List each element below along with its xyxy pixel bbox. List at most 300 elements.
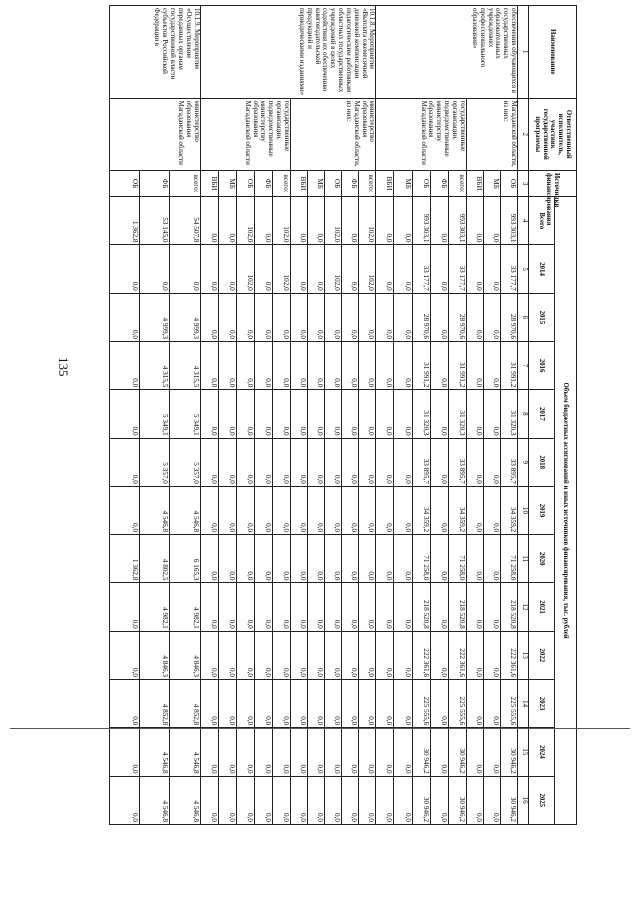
amount-cell: 0,0 <box>466 438 483 486</box>
amount-cell: 31 320,3 <box>500 390 517 438</box>
column-index-cell: 16 <box>518 776 529 824</box>
amount-cell: 0,0 <box>342 728 359 776</box>
table-row <box>448 6 466 825</box>
amount-cell: 0,0 <box>376 197 394 245</box>
amount-cell: 0,0 <box>325 438 342 486</box>
amount-cell: 0,0 <box>218 342 236 390</box>
column-index-cell: 10 <box>518 486 529 534</box>
amount-cell: 33 895,7 <box>412 438 430 486</box>
column-index-cell: 9 <box>518 438 529 486</box>
amount-cell: 102,0 <box>359 245 376 293</box>
amount-cell: 0,0 <box>359 776 376 824</box>
table-body <box>110 6 529 825</box>
amount-cell: 0,0 <box>308 679 325 727</box>
amount-cell: 4 982,1 <box>170 583 200 631</box>
amount-cell: 0,0 <box>394 197 412 245</box>
amount-cell: 0,0 <box>200 438 218 486</box>
amount-cell: 0,0 <box>394 293 412 341</box>
amount-cell: 0,0 <box>325 390 342 438</box>
amount-cell: 0,0 <box>218 197 236 245</box>
amount-cell: 0,0 <box>272 535 290 583</box>
amount-cell: 0,0 <box>218 583 236 631</box>
amount-cell: 0,0 <box>325 342 342 390</box>
amount-cell: 4 982,1 <box>140 583 170 631</box>
amount-cell: 0,0 <box>236 631 254 679</box>
header-source: Источники финансирования <box>529 171 577 197</box>
amount-cell: 222 361,6 <box>500 631 517 679</box>
header-year-2016: 2016 <box>529 342 555 390</box>
amount-cell: 30 946,2 <box>412 728 430 776</box>
amount-cell: 0,0 <box>430 245 448 293</box>
table-rotation-inner <box>109 5 577 825</box>
responsible-executor: министерство образования Магаданской области <box>110 98 201 170</box>
table-row <box>359 6 376 825</box>
amount-cell: 0,0 <box>200 535 218 583</box>
amount-cell: 0,0 <box>325 631 342 679</box>
amount-cell: 0,0 <box>342 486 359 534</box>
funding-source: ВБИ <box>466 171 483 197</box>
amount-cell: 0,0 <box>466 293 483 341</box>
table-header <box>529 6 577 825</box>
amount-cell: 0,0 <box>272 631 290 679</box>
funding-source: ФБ <box>254 171 272 197</box>
amount-cell: 4 315,5 <box>170 342 200 390</box>
amount-cell: 4 852,8 <box>170 679 200 727</box>
column-index-cell: 5 <box>518 245 529 293</box>
amount-cell: 31 320,3 <box>412 390 430 438</box>
amount-cell: 0,0 <box>483 293 500 341</box>
amount-cell: 102,0 <box>236 245 254 293</box>
amount-cell: 0,0 <box>290 486 307 534</box>
amount-cell: 0,0 <box>236 342 254 390</box>
amount-cell: 28 970,6 <box>448 293 466 341</box>
amount-cell: 0,0 <box>394 535 412 583</box>
amount-cell: 0,0 <box>394 245 412 293</box>
amount-cell: 0,0 <box>272 728 290 776</box>
amount-cell: 0,0 <box>254 197 272 245</box>
amount-cell: 4 802,5 <box>140 535 170 583</box>
amount-cell: 0,0 <box>290 679 307 727</box>
header-year-2015: 2015 <box>529 293 555 341</box>
amount-cell: 0,0 <box>394 438 412 486</box>
amount-cell: 0,0 <box>218 728 236 776</box>
header-year-2019: 2019 <box>529 486 555 534</box>
amount-cell: 0,0 <box>325 728 342 776</box>
amount-cell: 0,0 <box>394 342 412 390</box>
amount-cell: 4 546,8 <box>170 486 200 534</box>
header-year-2023: 2023 <box>529 679 555 727</box>
amount-cell: 102,0 <box>272 197 290 245</box>
amount-cell: 4 315,5 <box>140 342 170 390</box>
amount-cell: 0,0 <box>430 679 448 727</box>
amount-cell: 0,0 <box>308 535 325 583</box>
amount-cell: 0,0 <box>110 728 140 776</box>
funding-source: МБ <box>218 171 236 197</box>
amount-cell: 0,0 <box>110 583 140 631</box>
column-index-cell: 6 <box>518 293 529 341</box>
funding-source: ОБ <box>110 171 140 197</box>
column-index-cell: 3 <box>518 171 529 197</box>
amount-cell: 0,0 <box>308 197 325 245</box>
amount-cell: 0,0 <box>110 293 140 341</box>
amount-cell: 0,0 <box>359 583 376 631</box>
amount-cell: 4 846,3 <box>140 631 170 679</box>
amount-cell: 0,0 <box>466 245 483 293</box>
amount-cell: 0,0 <box>483 679 500 727</box>
responsible-executor: министерство образования Магаданской области, из них: <box>290 98 375 170</box>
amount-cell: 0,0 <box>430 631 448 679</box>
amount-cell: 0,0 <box>236 486 254 534</box>
amount-cell: 0,0 <box>308 776 325 824</box>
funding-source: МБ <box>394 171 412 197</box>
amount-cell: 0,0 <box>376 245 394 293</box>
amount-cell: 0,0 <box>359 486 376 534</box>
funding-source: всего: <box>359 171 376 197</box>
amount-cell: 0,0 <box>308 293 325 341</box>
amount-cell: 0,0 <box>376 728 394 776</box>
column-index-cell: 8 <box>518 390 529 438</box>
amount-cell: 0,0 <box>200 486 218 534</box>
amount-cell: 28 970,6 <box>500 293 517 341</box>
amount-cell: 71 258,0 <box>500 535 517 583</box>
amount-cell: 0,0 <box>200 679 218 727</box>
amount-cell: 225 555,6 <box>412 679 430 727</box>
amount-cell: 0,0 <box>290 583 307 631</box>
responsible-executor: Магаданской области, из них: <box>466 98 517 170</box>
amount-cell: 0,0 <box>394 776 412 824</box>
amount-cell: 0,0 <box>483 438 500 486</box>
amount-cell: 0,0 <box>272 776 290 824</box>
amount-cell: 0,0 <box>236 776 254 824</box>
amount-cell: 0,0 <box>342 438 359 486</box>
amount-cell: 0,0 <box>359 679 376 727</box>
amount-cell: 0,0 <box>342 342 359 390</box>
activity-name: 10.1.9. Мероприятие «Осуществление переданных органам государственной власти субъектов Российской Федерации в <box>110 6 201 99</box>
amount-cell: 0,0 <box>272 583 290 631</box>
amount-cell: 102,0 <box>325 197 342 245</box>
amount-cell: 0,0 <box>236 438 254 486</box>
column-index-cell: 11 <box>518 535 529 583</box>
amount-cell: 0,0 <box>236 535 254 583</box>
amount-cell: 0,0 <box>290 631 307 679</box>
amount-cell: 0,0 <box>200 197 218 245</box>
amount-cell: 0,0 <box>376 342 394 390</box>
amount-cell: 5 357,0 <box>170 438 200 486</box>
amount-cell: 0,0 <box>308 245 325 293</box>
amount-cell: 0,0 <box>466 679 483 727</box>
amount-cell: 4 999,3 <box>140 293 170 341</box>
amount-cell: 0,0 <box>376 486 394 534</box>
amount-cell: 0,0 <box>430 486 448 534</box>
funding-source: всего: <box>170 171 200 197</box>
budget-table <box>109 5 577 825</box>
amount-cell: 0,0 <box>218 631 236 679</box>
amount-cell: 0,0 <box>200 583 218 631</box>
amount-cell: 5 357,0 <box>140 438 170 486</box>
amount-cell: 0,0 <box>290 390 307 438</box>
column-index-cell: 4 <box>518 197 529 245</box>
amount-cell: 0,0 <box>218 245 236 293</box>
amount-cell: 0,0 <box>218 535 236 583</box>
amount-cell: 0,0 <box>254 342 272 390</box>
amount-cell: 0,0 <box>394 390 412 438</box>
amount-cell: 0,0 <box>254 293 272 341</box>
amount-cell: 0,0 <box>308 631 325 679</box>
amount-cell: 993 303,1 <box>448 197 466 245</box>
amount-cell: 0,0 <box>394 583 412 631</box>
funding-source: МБ <box>483 171 500 197</box>
amount-cell: 0,0 <box>430 583 448 631</box>
amount-cell: 0,0 <box>254 438 272 486</box>
column-index-cell: 12 <box>518 583 529 631</box>
amount-cell: 33 895,7 <box>500 438 517 486</box>
amount-cell: 0,0 <box>218 390 236 438</box>
amount-cell: 0,0 <box>359 342 376 390</box>
amount-cell: 0,0 <box>342 776 359 824</box>
amount-cell: 0,0 <box>110 342 140 390</box>
amount-cell: 31 991,2 <box>500 342 517 390</box>
amount-cell: 4 546,8 <box>170 776 200 824</box>
amount-cell: 54 507,8 <box>170 197 200 245</box>
amount-cell: 31 991,2 <box>412 342 430 390</box>
column-index-row <box>518 6 529 825</box>
amount-cell: 0,0 <box>394 679 412 727</box>
amount-cell: 0,0 <box>110 438 140 486</box>
amount-cell: 102,0 <box>236 197 254 245</box>
amount-cell: 31 320,3 <box>448 390 466 438</box>
amount-cell: 0,0 <box>325 679 342 727</box>
header-year-2021: 2021 <box>529 583 555 631</box>
amount-cell: 0,0 <box>254 583 272 631</box>
amount-cell: 1 362,8 <box>110 535 140 583</box>
amount-cell: 0,0 <box>466 197 483 245</box>
column-index-cell: 13 <box>518 631 529 679</box>
amount-cell: 0,0 <box>430 293 448 341</box>
column-index-cell: 15 <box>518 728 529 776</box>
amount-cell: 0,0 <box>394 631 412 679</box>
amount-cell: 0,0 <box>200 342 218 390</box>
column-index-cell: 7 <box>518 342 529 390</box>
amount-cell: 0,0 <box>466 728 483 776</box>
amount-cell: 0,0 <box>376 390 394 438</box>
amount-cell: 0,0 <box>272 486 290 534</box>
activity-name: обеспечения обучающихся в государственных образовательных учреждениях профессионального образования» <box>376 6 518 99</box>
funding-source: МБ <box>308 171 325 197</box>
amount-cell: 0,0 <box>359 390 376 438</box>
amount-cell: 0,0 <box>466 342 483 390</box>
amount-cell: 0,0 <box>483 245 500 293</box>
amount-cell: 0,0 <box>359 293 376 341</box>
amount-cell: 0,0 <box>290 293 307 341</box>
amount-cell: 4 546,8 <box>140 776 170 824</box>
activity-name: 10.1.8. Мероприятие «Выплата ежемесячной денежной компенсации педагогическим работникам областных государственных учреждений в целях содействия их обеспечению книгоиздательской продукцией и периодическими изданиями» <box>200 6 376 99</box>
funding-source: ОБ <box>325 171 342 197</box>
amount-cell: 0,0 <box>466 535 483 583</box>
amount-cell: 0,0 <box>466 776 483 824</box>
responsible-executor: государственные организации, подведомственные министерству образования Магаданской области <box>376 98 466 170</box>
header-name: Наименование <box>529 6 577 99</box>
amount-cell: 0,0 <box>342 631 359 679</box>
amount-cell: 0,0 <box>483 728 500 776</box>
amount-cell: 71 258,0 <box>412 535 430 583</box>
amount-cell: 6 165,3 <box>170 535 200 583</box>
amount-cell: 0,0 <box>325 535 342 583</box>
amount-cell: 0,0 <box>254 728 272 776</box>
amount-cell: 0,0 <box>359 535 376 583</box>
amount-cell: 0,0 <box>308 342 325 390</box>
amount-cell: 0,0 <box>272 438 290 486</box>
amount-cell: 225 555,6 <box>448 679 466 727</box>
amount-cell: 0,0 <box>236 293 254 341</box>
header-year-2014: 2014 <box>529 245 555 293</box>
amount-cell: 4 546,8 <box>140 486 170 534</box>
amount-cell: 222 361,6 <box>412 631 430 679</box>
amount-cell: 0,0 <box>110 245 140 293</box>
header-year-2020: 2020 <box>529 535 555 583</box>
amount-cell: 0,0 <box>254 776 272 824</box>
amount-cell: 0,0 <box>218 293 236 341</box>
amount-cell: 4 546,8 <box>170 728 200 776</box>
amount-cell: 0,0 <box>236 728 254 776</box>
amount-cell: 0,0 <box>342 293 359 341</box>
amount-cell: 0,0 <box>254 535 272 583</box>
amount-cell: 33 895,7 <box>448 438 466 486</box>
amount-cell: 0,0 <box>376 583 394 631</box>
amount-cell: 0,0 <box>110 486 140 534</box>
amount-cell: 0,0 <box>290 776 307 824</box>
amount-cell: 0,0 <box>359 631 376 679</box>
amount-cell: 34 359,2 <box>412 486 430 534</box>
amount-cell: 33 177,7 <box>500 245 517 293</box>
bottom-rule <box>10 728 630 729</box>
amount-cell: 0,0 <box>200 631 218 679</box>
amount-cell: 71 258,0 <box>448 535 466 583</box>
funding-source: ОБ <box>236 171 254 197</box>
amount-cell: 0,0 <box>342 535 359 583</box>
amount-cell: 28 970,6 <box>412 293 430 341</box>
amount-cell: 0,0 <box>325 583 342 631</box>
amount-cell: 0,0 <box>236 679 254 727</box>
amount-cell: 0,0 <box>254 679 272 727</box>
funding-source: ФБ <box>342 171 359 197</box>
funding-source: всего: <box>272 171 290 197</box>
amount-cell: 0,0 <box>359 438 376 486</box>
amount-cell: 0,0 <box>342 245 359 293</box>
amount-cell: 218 520,8 <box>412 583 430 631</box>
amount-cell: 34 359,2 <box>448 486 466 534</box>
amount-cell: 0,0 <box>483 390 500 438</box>
amount-cell: 0,0 <box>342 390 359 438</box>
amount-cell: 993 303,1 <box>412 197 430 245</box>
amount-cell: 0,0 <box>376 776 394 824</box>
funding-source: ОБ <box>500 171 517 197</box>
amount-cell: 0,0 <box>272 293 290 341</box>
amount-cell: 993 303,1 <box>500 197 517 245</box>
amount-cell: 30 946,2 <box>500 776 517 824</box>
amount-cell: 0,0 <box>483 342 500 390</box>
amount-cell: 0,0 <box>308 438 325 486</box>
amount-cell: 0,0 <box>308 390 325 438</box>
funding-source: всего: <box>448 171 466 197</box>
amount-cell: 0,0 <box>430 535 448 583</box>
page-number: 135 <box>56 357 71 377</box>
amount-cell: 0,0 <box>110 631 140 679</box>
amount-cell: 0,0 <box>272 679 290 727</box>
amount-cell: 218 520,8 <box>448 583 466 631</box>
amount-cell: 0,0 <box>290 197 307 245</box>
amount-cell: 0,0 <box>483 583 500 631</box>
amount-cell: 0,0 <box>254 245 272 293</box>
amount-cell: 0,0 <box>200 293 218 341</box>
amount-cell: 4 546,8 <box>140 728 170 776</box>
amount-cell: 30 946,2 <box>412 776 430 824</box>
header-year-2022: 2022 <box>529 631 555 679</box>
amount-cell: 0,0 <box>430 776 448 824</box>
amount-cell: 0,0 <box>218 438 236 486</box>
amount-cell: 0,0 <box>290 728 307 776</box>
table-rotation-frame <box>109 5 577 825</box>
amount-cell: 33 177,7 <box>412 245 430 293</box>
amount-cell: 0,0 <box>236 583 254 631</box>
amount-cell: 30 946,2 <box>448 776 466 824</box>
amount-cell: 0,0 <box>342 583 359 631</box>
amount-cell: 0,0 <box>394 728 412 776</box>
amount-cell: 102,0 <box>272 245 290 293</box>
amount-cell: 0,0 <box>308 486 325 534</box>
amount-cell: 0,0 <box>236 390 254 438</box>
amount-cell: 53 145,0 <box>140 197 170 245</box>
funding-source: ФБ <box>430 171 448 197</box>
amount-cell: 5 349,1 <box>170 390 200 438</box>
amount-cell: 0,0 <box>376 438 394 486</box>
amount-cell: 4 999,3 <box>170 293 200 341</box>
amount-cell: 0,0 <box>376 631 394 679</box>
amount-cell: 0,0 <box>308 728 325 776</box>
amount-cell: 0,0 <box>218 486 236 534</box>
column-index-cell: 1 <box>518 6 529 99</box>
amount-cell: 0,0 <box>430 728 448 776</box>
amount-cell: 0,0 <box>376 293 394 341</box>
amount-cell: 0,0 <box>483 535 500 583</box>
header-year-2018: 2018 <box>529 438 555 486</box>
amount-cell: 33 177,7 <box>448 245 466 293</box>
header-year-2024: 2024 <box>529 728 555 776</box>
header-volume: Объем бюджетных ассигнований и иных источников финансирования, тыс. рублей <box>555 197 577 825</box>
amount-cell: 218 520,8 <box>500 583 517 631</box>
table-row <box>500 6 517 825</box>
amount-cell: 34 359,2 <box>500 486 517 534</box>
amount-cell: 0,0 <box>430 342 448 390</box>
funding-source: ОБ <box>412 171 430 197</box>
responsible-executor: государственные организации, подведомственные министерству образования Магаданской области <box>200 98 290 170</box>
amount-cell: 102,0 <box>325 245 342 293</box>
amount-cell: 0,0 <box>110 390 140 438</box>
funding-source: ВБИ <box>290 171 307 197</box>
header-year-total: Всего <box>529 197 555 245</box>
amount-cell: 0,0 <box>394 486 412 534</box>
amount-cell: 0,0 <box>466 390 483 438</box>
amount-cell: 0,0 <box>483 631 500 679</box>
amount-cell: 1 362,8 <box>110 197 140 245</box>
amount-cell: 0,0 <box>200 776 218 824</box>
amount-cell: 102,0 <box>359 197 376 245</box>
amount-cell: 30 946,2 <box>500 728 517 776</box>
amount-cell: 0,0 <box>170 245 200 293</box>
amount-cell: 0,0 <box>200 390 218 438</box>
amount-cell: 0,0 <box>218 679 236 727</box>
amount-cell: 0,0 <box>359 728 376 776</box>
amount-cell: 0,0 <box>200 245 218 293</box>
